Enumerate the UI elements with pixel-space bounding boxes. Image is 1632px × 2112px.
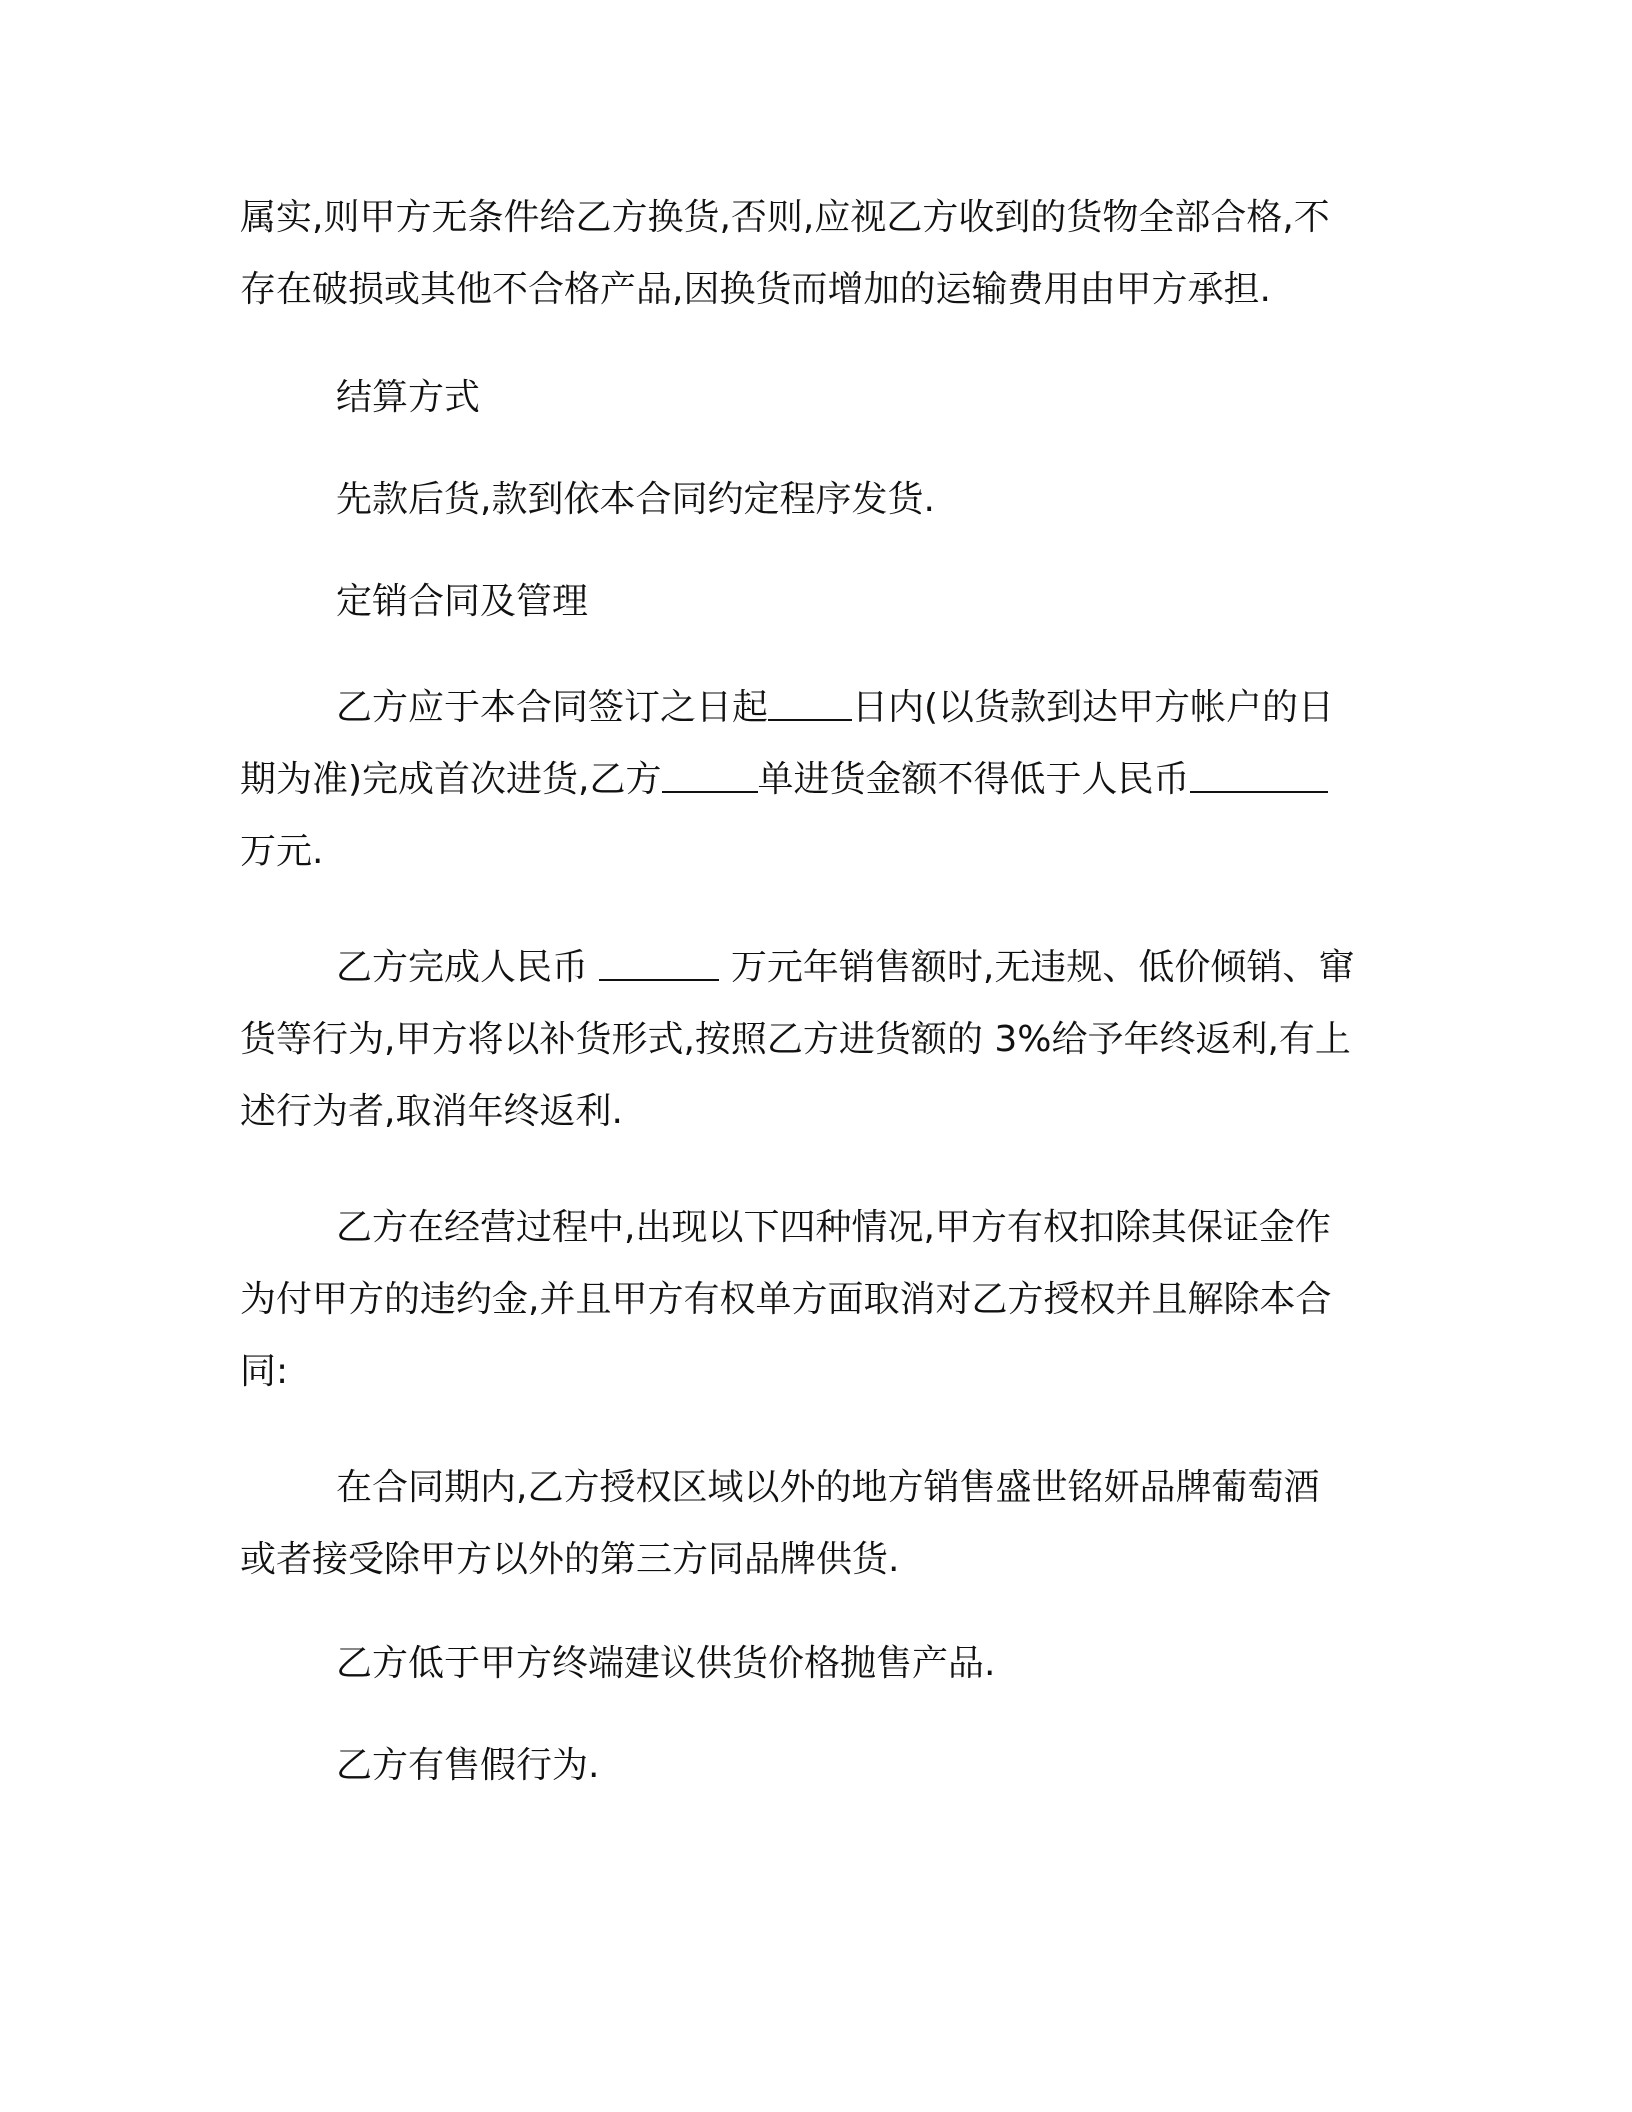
paragraph-breach-conditions xyxy=(240,1192,1380,1408)
heading-sales-contract-management: 定销合同及管理 xyxy=(336,581,589,622)
text-line: 为付甲方的违约金,并且甲方有权单方面取消对乙方授权并且解除本合 xyxy=(240,1279,1332,1320)
paragraph-annual-rebate xyxy=(240,932,1380,1148)
text-segment: 期为准)完成首次进货,乙方 xyxy=(240,759,662,800)
paragraph-out-of-region-sales xyxy=(240,1452,1380,1596)
text-line: 存在破损或其他不合格产品,因换货而增加的运输费用由甲方承担. xyxy=(240,269,1271,310)
text-segment: 乙方应于本合同签订之日起 xyxy=(336,687,769,728)
paragraph-settlement: 先款后货,款到依本合同约定程序发货. xyxy=(336,479,935,520)
text-line xyxy=(240,932,1380,1004)
paragraph-first-purchase xyxy=(240,672,1380,888)
text-segment: 日内(以货款到达甲方帐户的日 xyxy=(852,687,1335,728)
text-line: 述行为者,取消年终返利. xyxy=(240,1091,623,1132)
text-line: 或者接受除甲方以外的第三方同品牌供货. xyxy=(240,1539,900,1580)
text-segment: 万元年销售额时,无违规、低价倾销、窜 xyxy=(719,947,1355,988)
fill-in-blank xyxy=(662,761,758,793)
paragraph-price-dumping: 乙方低于甲方终端建议供货价格抛售产品. xyxy=(336,1643,996,1684)
text-line: 在合同期内,乙方授权区域以外的地方销售盛世铭妍品牌葡萄酒 xyxy=(336,1467,1320,1508)
text-line: 同: xyxy=(240,1351,289,1392)
text-line xyxy=(240,744,1380,816)
text-line: 货等行为,甲方将以补货形式,按照乙方进货额的 3%给予年终返利,有上 xyxy=(240,1019,1351,1060)
fill-in-blank xyxy=(1190,761,1328,793)
text-line: 万元. xyxy=(240,831,324,872)
heading-settlement-method: 结算方式 xyxy=(336,377,481,418)
text-segment: 单进货金额不得低于人民币 xyxy=(757,759,1190,800)
paragraph-counterfeit-sales: 乙方有售假行为. xyxy=(336,1745,600,1786)
text-line xyxy=(240,672,1380,744)
text-line: 乙方在经营过程中,出现以下四种情况,甲方有权扣除其保证金作 xyxy=(336,1207,1331,1248)
fill-in-blank xyxy=(599,949,719,981)
fill-in-blank xyxy=(768,689,852,721)
text-segment: 乙方完成人民币 xyxy=(336,947,600,988)
text-line: 属实,则甲方无条件给乙方换货,否则,应视乙方收到的货物全部合格,不 xyxy=(240,197,1330,238)
paragraph-replacement-terms xyxy=(240,182,1380,326)
